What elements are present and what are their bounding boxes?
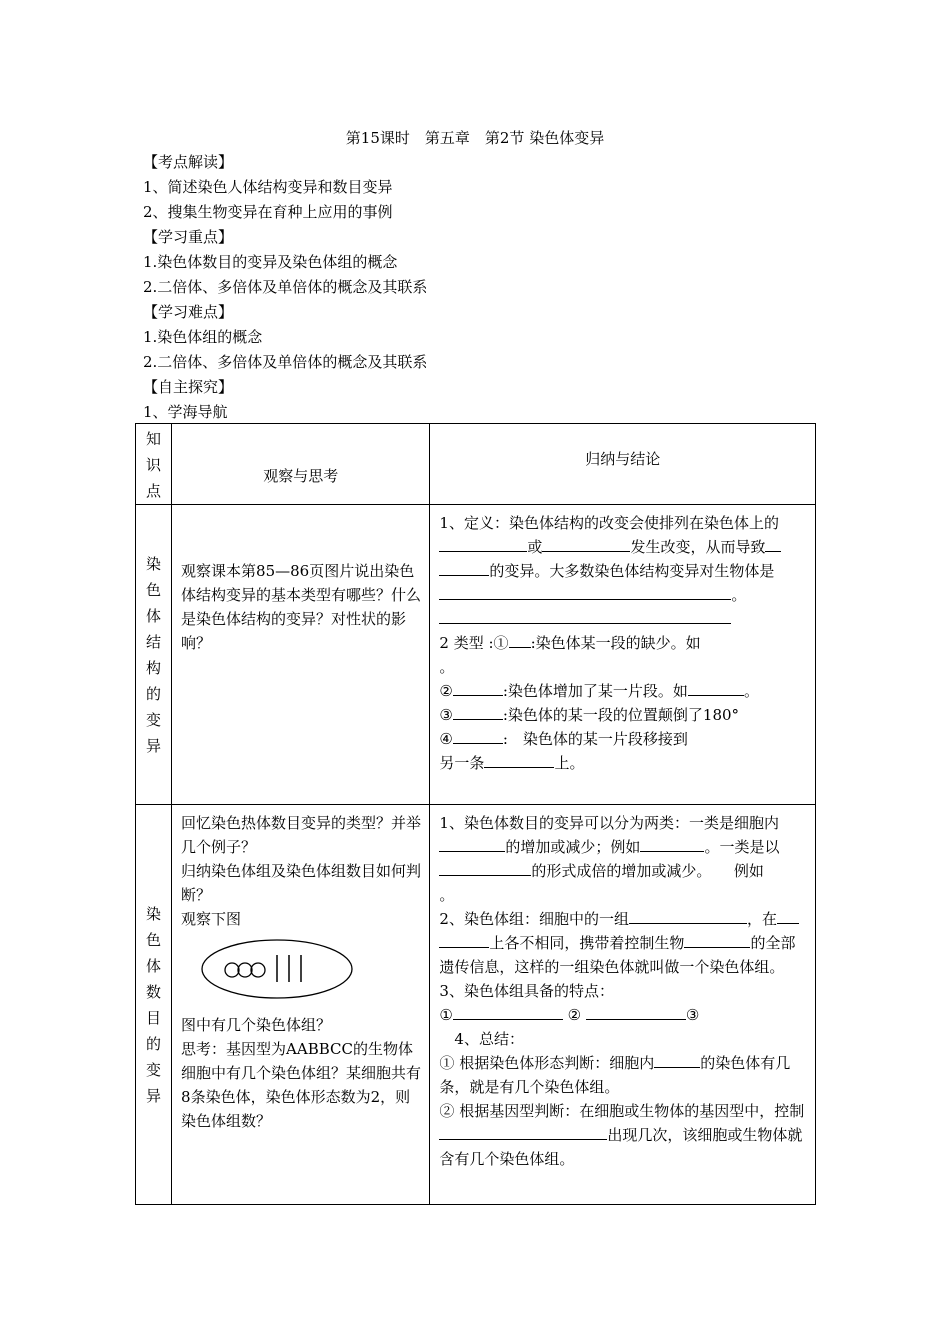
set-def-text: 2、染色体组：细胞中的一组 — [439, 910, 629, 928]
row1-observe-cell — [172, 505, 430, 805]
chromosome-round — [238, 963, 252, 977]
row2-conclusion-cell — [430, 805, 816, 1205]
blank[interactable] — [542, 535, 630, 552]
row1-observe-text: 观察课本第85—86页图片说出染色体结构变异的基本类型有哪些？什么是染色体结构的变异？对性状的影响？ — [181, 562, 422, 652]
summary-1-text: ① 根据染色体形态判断：细胞内 — [439, 1054, 655, 1072]
blank[interactable] — [439, 559, 489, 576]
chromosome-round — [225, 963, 239, 977]
feature-3-num: ③ — [685, 1006, 700, 1024]
num-var-text: 1、染色体数目的变异可以分为两类：一类是细胞内 — [439, 814, 779, 832]
type-inv-num: ③ — [439, 706, 453, 724]
kaodian-item: 2、搜集生物变异在育种上应用的事例 — [143, 203, 393, 221]
blank[interactable] — [453, 727, 503, 744]
header-conclusion-text: 归纳与结论 — [585, 449, 661, 468]
blank[interactable] — [453, 679, 503, 696]
header-knowledge — [136, 424, 172, 505]
kaodian-heading: 【考点解读】 — [143, 153, 234, 171]
feature-2-num: ② — [567, 1006, 582, 1024]
blank[interactable] — [484, 751, 554, 768]
blank[interactable] — [586, 1003, 686, 1020]
num-var-cont2: 的形式成倍的增加或减少。 例如 — [531, 862, 764, 880]
type-dup-num: ② — [439, 682, 453, 700]
row2-observe-5: 思考：基因型为AABBCC的生物体细胞中有几个染色体组？某细胞共有8条染色体，染色体形态数为2，则染色体组数？ — [181, 1040, 422, 1130]
header-observe — [172, 424, 430, 505]
blank[interactable] — [439, 607, 731, 624]
blank[interactable] — [439, 583, 731, 600]
header-observe-text: 观察与思考 — [263, 466, 339, 485]
blank[interactable] — [777, 907, 799, 924]
blank[interactable] — [629, 907, 747, 924]
type-deletion-num: 2 类型 :① — [439, 634, 509, 652]
type-dup-text: :染色体增加了某一片段。如 — [502, 682, 688, 700]
row2-label-cell — [136, 805, 172, 1205]
summary-heading: 4、总结： — [454, 1030, 524, 1048]
row2-label: 染 色 体 数 目 的 变 异 — [146, 904, 162, 1105]
set-def-at: ，在 — [746, 910, 777, 928]
type-trans-text: : 染色体的某一片段移接到 — [502, 730, 688, 748]
blank[interactable] — [509, 631, 531, 648]
zhongdian-item: 2.二倍体、多倍体及单倍体的概念及其联系 — [143, 278, 428, 296]
cell-ellipse-figure — [199, 937, 359, 1001]
page-title: 第15课时 第五章 第2节 染色体变异 — [345, 129, 605, 147]
set-features-heading: 3、染色体组具备的特点： — [439, 982, 614, 1000]
row1-def-cont2: 的变异。大多数染色体结构变异对生物体是 — [489, 562, 775, 580]
set-def-cont2: 的全部遗传信息，这样的一组染色体就叫做一个染色体组。 — [439, 934, 796, 976]
type-dup-end: 。 — [743, 682, 759, 700]
type-inv-text: :染色体的某一段的位置颠倒了180° — [502, 706, 740, 724]
nandian-heading: 【学习难点】 — [143, 303, 234, 321]
blank[interactable] — [439, 835, 505, 852]
summary-2-cont: 出现几次，该细胞或生物体就含有几个染色体组。 — [439, 1126, 803, 1168]
table-row-structure — [136, 505, 816, 805]
nandian-item: 1.染色体组的概念 — [143, 328, 263, 346]
row1-conclusion-cell — [430, 505, 816, 805]
table-header-row — [136, 424, 816, 505]
zizhu-heading: 【自主探究】 — [143, 378, 234, 396]
zhongdian-heading: 【学习重点】 — [143, 228, 234, 246]
blank[interactable] — [765, 535, 781, 552]
cell-figure — [199, 937, 422, 1005]
blank[interactable] — [654, 1051, 700, 1068]
summary-2-text: ② 根据基因型判断：在细胞或生物体的基因型中，控制 — [439, 1102, 805, 1120]
table-row-number — [136, 805, 816, 1205]
row2-observe-4: 图中有几个染色体组？ — [181, 1016, 332, 1034]
type-trans-num: ④ — [439, 730, 453, 748]
summary-1-cont: 的染色体有几条，就是有几个染色体组。 — [439, 1054, 791, 1096]
num-var-cont: 。一类是以 — [704, 838, 780, 856]
num-var-end: 。 — [439, 886, 455, 904]
blank[interactable] — [688, 679, 744, 696]
row1-def-cont: 发生改变，从而导致 — [630, 538, 766, 556]
num-var-example: 的增加或减少；例如 — [505, 838, 641, 856]
blank[interactable] — [684, 931, 750, 948]
type-deletion-text: :染色体某一段的缺少。如 — [530, 634, 701, 652]
row1-def-text: 1、定义：染色体结构的改变会使排列在染色体上的 — [439, 514, 779, 532]
blank[interactable] — [439, 535, 527, 552]
set-def-cont: 上各不相同，携带着控制生物 — [489, 934, 685, 952]
row1-def-end: 。 — [731, 586, 747, 604]
blank[interactable] — [439, 859, 531, 876]
xuehai-heading: 1、学海导航 — [143, 403, 228, 421]
blank[interactable] — [453, 703, 503, 720]
nandian-item: 2.二倍体、多倍体及单倍体的概念及其联系 — [143, 353, 428, 371]
type-trans-cont: 另一条 — [439, 754, 485, 772]
row1-label: 染 色 体 结 构 的 变 异 — [146, 554, 162, 755]
feature-1-num: ① — [439, 1006, 453, 1024]
row1-label-cell — [136, 505, 172, 805]
blank[interactable] — [640, 835, 704, 852]
blank[interactable] — [439, 1123, 607, 1140]
chromosome-round — [251, 963, 265, 977]
intro-section — [143, 150, 823, 425]
study-table — [135, 423, 816, 1205]
row2-observe-cell — [172, 805, 430, 1205]
row2-observe-1: 回忆染色热体数目变异的类型？并举几个例子？ — [181, 814, 422, 856]
blank[interactable] — [453, 1003, 563, 1020]
type-deletion-end: 。 — [439, 658, 455, 676]
zhongdian-item: 1.染色体数目的变异及染色体组的概念 — [143, 253, 398, 271]
type-trans-end: 上。 — [554, 754, 585, 772]
header-knowledge-text: 知 识 点 — [146, 430, 162, 500]
row1-def-or: 或 — [527, 538, 543, 556]
header-conclusion — [430, 424, 816, 505]
blank[interactable] — [439, 931, 489, 948]
kaodian-item: 1、简述染色人体结构变异和数目变异 — [143, 178, 393, 196]
row2-observe-3: 观察下图 — [181, 910, 242, 928]
row2-observe-2: 归纳染色体组及染色体组数目如何判断？ — [181, 862, 422, 904]
